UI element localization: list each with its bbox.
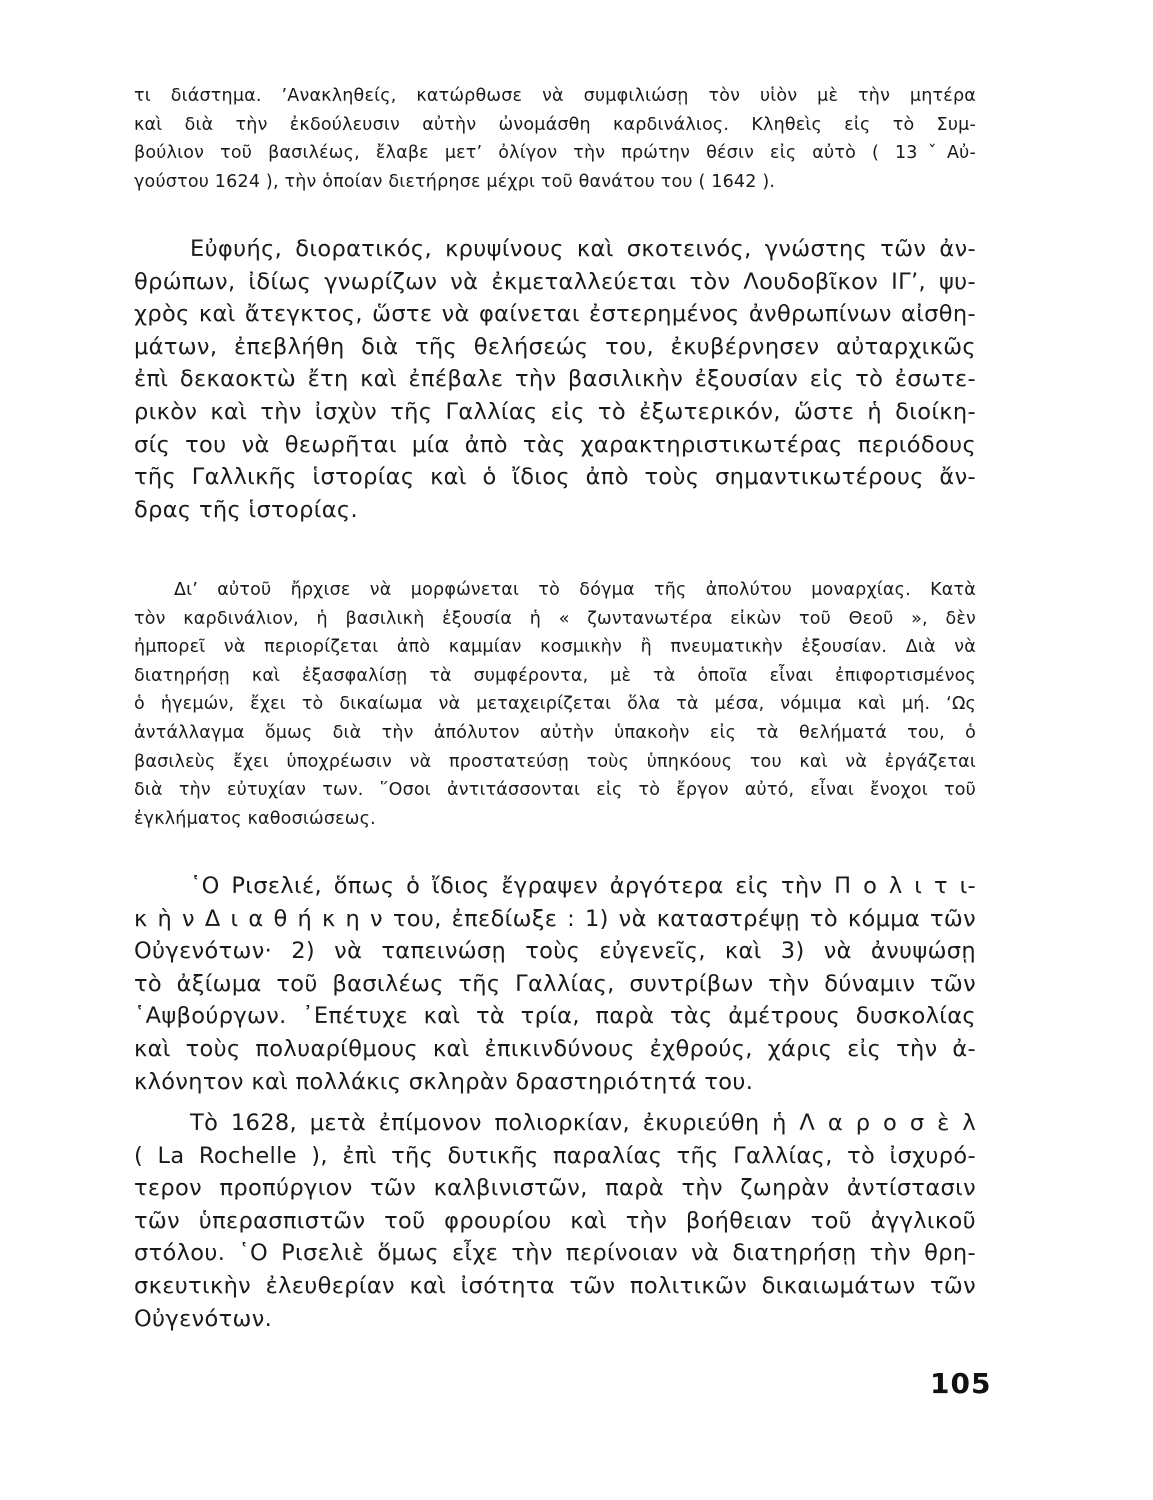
text-line: ἀντάλλαγμα ὅμως διὰ τὴν ἀπόλυτον αὐτὴν ὑπακοὴν εἰς τὰ θελήματά του, ὁ: [134, 722, 976, 743]
text-line: τῶν ὑπερασπιστῶν τοῦ φρουρίου καὶ τὴν βοήθειαν τοῦ ἀγγλικοῦ: [134, 1207, 976, 1234]
text-line: διατηρήσῃ καὶ ἐξασφαλίσῃ τὰ συμφέροντα, μὲ τὰ ὁποῖα εἶναι ἐπιφορτισμένος: [134, 665, 976, 686]
text-line: διὰ τὴν εὐτυχίαν των. ῞Οσοι ἀντιτάσσονται εἰς τὸ ἔργον αὐτό, εἶναι ἔνοχοι τοῦ: [134, 780, 976, 801]
text-line: καὶ διὰ τὴν ἐκδούλευσιν αὐτὴν ὠνομάσθη καρδινάλιος. Κληθεὶς εἰς τὸ Συμ-: [134, 114, 976, 135]
text-line: τῆς Γαλλικῆς ἱστορίας καὶ ὁ ἴδιος ἀπὸ τοὺς σημαντικωτέρους ἄν-: [134, 464, 976, 491]
text-line: ῾Αψβούργων. ᾿Επέτυχε καὶ τὰ τρία, παρὰ τὰς ἀμέτρους δυσκολίας: [134, 1003, 976, 1030]
paragraph-richelieu-goals: [134, 870, 976, 1098]
text-line: ἠμπορεῖ νὰ περιορίζεται ἀπὸ καμμίαν κοσμικὴν ἢ πνευματικὴν ἐξουσίαν. Διὰ νὰ: [134, 637, 976, 658]
text-line: Εὐφυής, διορατικός, κρυψίνους καὶ σκοτεινός, γνώστης τῶν ἀν-: [190, 236, 976, 262]
text-line: θρώπων, ἰδίως γνωρίζων νὰ ἐκμεταλλεύεται τὸν Λουδοβῖκον ΙΓ’, ψυ-: [134, 268, 976, 295]
text-line: ( La Rochelle ), ἐπὶ τῆς δυτικῆς παραλίας τῆς Γαλλίας, τὸ ἰσχυρό-: [134, 1142, 976, 1169]
text-line: ρικὸν καὶ τὴν ἰσχὺν τῆς Γαλλίας εἰς τὸ ἐξωτερικόν, ὥστε ἡ διοίκη-: [134, 398, 976, 425]
text-line: τὸ ἀξίωμα τοῦ βασιλέως τῆς Γαλλίας, συντρίβων τὴν δύναμιν τῶν: [134, 970, 976, 997]
text-line: καὶ τοὺς πολυαρίθμους καὶ ἐπικινδύνους ἐχθρούς, χάρις εἰς τὴν ἀ-: [134, 1035, 976, 1062]
text-line: σκευτικὴν ἐλευθερίαν καὶ ἰσότητα τῶν πολιτικῶν δικαιωμάτων τῶν: [134, 1272, 976, 1299]
text-line: δρας τῆς ἱστορίας.: [134, 496, 358, 523]
text-line: ὁ ἡγεμών, ἔχει τὸ δικαίωμα νὰ μεταχειρίζεται ὅλα τὰ μέσα, νόμιμα καὶ μή. ‘Ως: [134, 694, 976, 715]
text-line: τὸν καρδινάλιον, ἡ βασιλικὴ ἐξουσία ἡ « ζωντανωτέρα εἰκὼν τοῦ Θεοῦ », δὲν: [134, 608, 976, 629]
text-line: Οὐγενότων· 2) νὰ ταπεινώσῃ τοὺς εὐγενεῖς, καὶ 3) νὰ ἀνυψώσῃ: [134, 938, 976, 965]
page-number: 105: [930, 1367, 992, 1400]
text-line: ῾Ο Ρισελιέ, ὅπως ὁ ἴδιος ἔγραψεν ἀργότερα εἰς τὴν Π ο λ ι τ ι-: [190, 873, 976, 899]
text-line: ἐπὶ δεκαοκτὼ ἔτη καὶ ἐπέβαλε τὴν βασιλικὴν ἐξουσίαν εἰς τὸ ἐσωτε-: [134, 366, 976, 393]
paragraph-continuation: [134, 82, 976, 196]
paragraph-la-rochelle: [134, 1107, 976, 1335]
paragraph-absolute-monarchy: [134, 576, 976, 833]
text-line: Τὸ 1628, μετὰ ἐπίμονον πολιορκίαν, ἐκυριεύθη ἡ Λ α ρ ο σ ὲ λ: [190, 1110, 976, 1136]
text-line: βούλιον τοῦ βασιλέως, ἔλαβε μετ’ ὀλίγον τὴν πρώτην θέσιν εἰς αὐτὸ ( 13ˇΑὐ-: [134, 143, 976, 164]
paragraph-richelieu-character: [134, 233, 976, 526]
text-line: γούστου 1624 ), τὴν ὁποίαν διετήρησε μέχρι τοῦ θανάτου του ( 1642 ).: [134, 171, 776, 192]
text-line: χρὸς καὶ ἄτεγκτος, ὥστε νὰ φαίνεται ἐστερημένος ἀνθρωπίνων αἰσθη-: [134, 301, 976, 328]
text-line: τι διάστημα. ’Ανακληθείς, κατώρθωσε νὰ συμφιλιώσῃ τὸν υἱὸν μὲ τὴν μητέρα: [134, 86, 976, 106]
text-line: σίς του νὰ θεωρῆται μία ἀπὸ τὰς χαρακτηριστικωτέρας περιόδους: [134, 431, 976, 458]
text-line: κ ὴ ν Δ ι α θ ή κ η ν του, ἐπεδίωξε : 1) νὰ καταστρέψῃ τὸ κόμμα τῶν: [134, 905, 976, 932]
text-line: ἐγκλήματος καθοσιώσεως.: [134, 808, 376, 829]
text-line: κλόνητον καὶ πολλάκις σκληρὰν δραστηριότητά του.: [134, 1068, 754, 1095]
text-line: τερον προπύργιον τῶν καλβινιστῶν, παρὰ τὴν ζωηρὰν ἀντίστασιν: [134, 1175, 976, 1202]
text-line: Οὐγενότων.: [134, 1305, 273, 1332]
text-line: βασιλεὺς ἔχει ὑποχρέωσιν νὰ προστατεύσῃ τοὺς ὑπηκόους του καὶ νὰ ἐργάζεται: [134, 751, 976, 772]
text-line: στόλου. ῾Ο Ρισελιὲ ὅμως εἶχε τὴν περίνοιαν νὰ διατηρήσῃ τὴν θρη-: [134, 1240, 976, 1267]
text-line: Δι’ αὐτοῦ ἤρχισε νὰ μορφώνεται τὸ δόγμα τῆς ἀπολύτου μοναρχίας. Κατὰ: [174, 580, 976, 600]
text-line: μάτων, ἐπεβλήθη διὰ τῆς θελήσεώς του, ἐκυβέρνησεν αὐταρχικῶς: [134, 333, 976, 360]
